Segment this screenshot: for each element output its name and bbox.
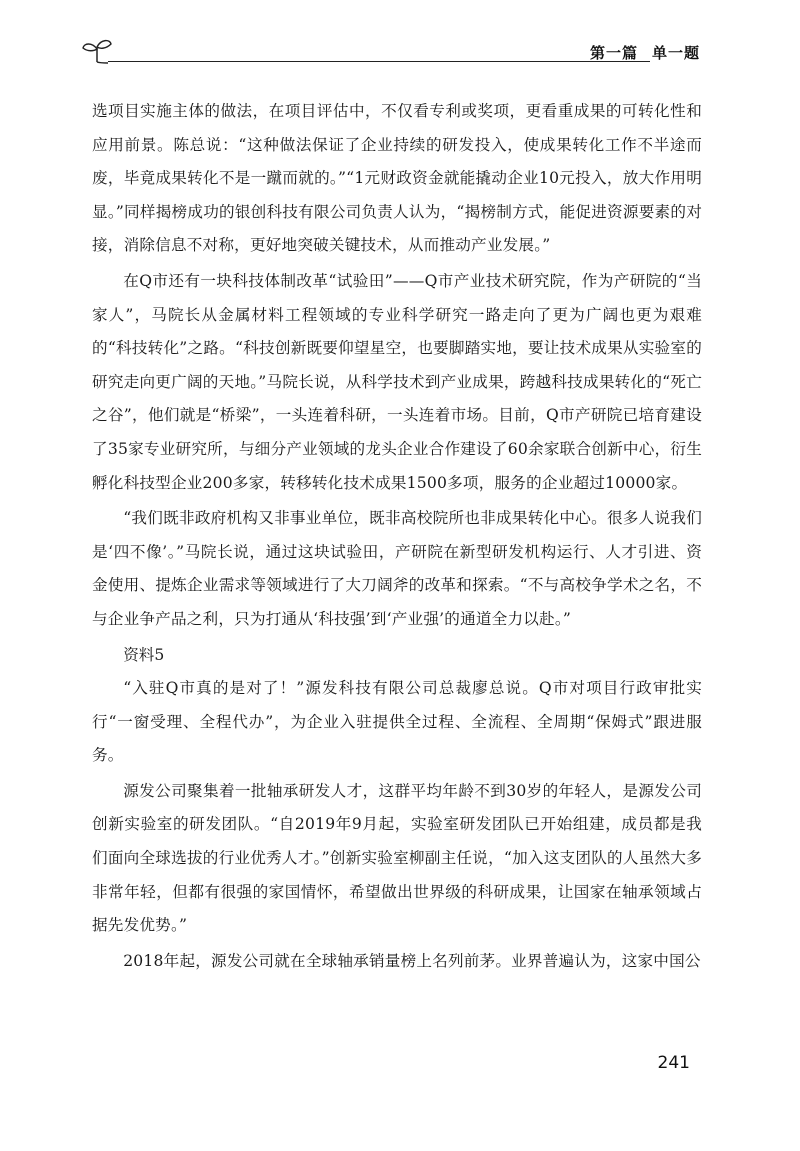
paragraph-2: 在Q市还有一块科技体制改革“试验田”——Q市产业技术研究院，作为产研院的“当家人”，马院长从金属材料工程领域的专业科学研究一路走向了更为广阔也更为艰难的“科技转化”之路。“科技创新既要仰望星空，也要脚踏实地，要让技术成果从实验室的研究走向更广阔的天地。”马院长说，从科学技术到产业成果，跨越科技成果转化的“死亡之谷”，他们就是“桥梁”，一头连着科研，一头连着市场。目前，Q市产研院已培育建设了35家专业研究所，与细分产业领域的龙头企业合作建设了60余家联合创新中心，衍生孵化科技型企业200多家，转移转化技术成果1500多项，服务的企业超过10000家。 bbox=[92, 271, 702, 492]
header-rule bbox=[108, 61, 650, 62]
source-label: 资料5 bbox=[123, 645, 165, 664]
paragraph-5: 源发公司聚集着一批轴承研发人才，这群平均年龄不到30岁的年轻人，是源发公司创新实验室的研发团队。“自2019年9月起，实验室研发团队已开始组建，成员都是我们面向全球选拔的行业优秀人才。”创新实验室柳副主任说，“加入这支团队的人虽然大多非常年轻，但都有很强的家国情怀，希望做出世界级的科研成果，让国家在轴承领域占据先发优势。” bbox=[92, 781, 702, 935]
header-section: 单一题 bbox=[651, 44, 700, 62]
page-number: 241 bbox=[657, 1053, 690, 1073]
paragraph-1: 选项目实施主体的做法，在项目评估中，不仅看专利或奖项，更看重成果的可转化性和应用前景。陈总说：“这种做法保证了企业持续的研发投入，使成果转化工作不半途而废，毕竟成果转化不是一蹴而就的。”“1元财政资金就能撬动企业10元投入，放大作用明显。”同样揭榜成功的银创科技有限公司负责人认为，“揭榜制方式，能促进资源要素的对接，消除信息不对称，更好地突破关键技术，从而推动产业发展。” bbox=[92, 102, 702, 255]
paragraph-3: “我们既非政府机构又非事业单位，既非高校院所也非成果转化中心。很多人说我们是‘四不像’。”马院长说，通过这块试验田，产研院在新型研发机构运行、人才引进、资金使用、提炼企业需求等领域进行了大刀阔斧的改革和探索。“不与高校争学术之名，不与企业争产品之利，只为打通从‘科技强’到‘产业强’的通道全力以赴。” bbox=[92, 509, 702, 628]
header-part: 第一篇 bbox=[589, 44, 638, 62]
paragraph-6: 2018年起，源发公司就在全球轴承销量榜上名列前茅。业界普遍认为，这家中国公 bbox=[123, 951, 701, 970]
header-title bbox=[590, 42, 700, 63]
running-header bbox=[80, 34, 700, 70]
paragraph-4: “入驻Q市真的是对了！”源发科技有限公司总裁廖总说。Q市对项目行政审批实行“一窗受理、全程代办”，为企业入驻提供全过程、全流程、全周期“保姆式”跟进服务。 bbox=[92, 679, 702, 765]
page-body bbox=[92, 95, 702, 978]
